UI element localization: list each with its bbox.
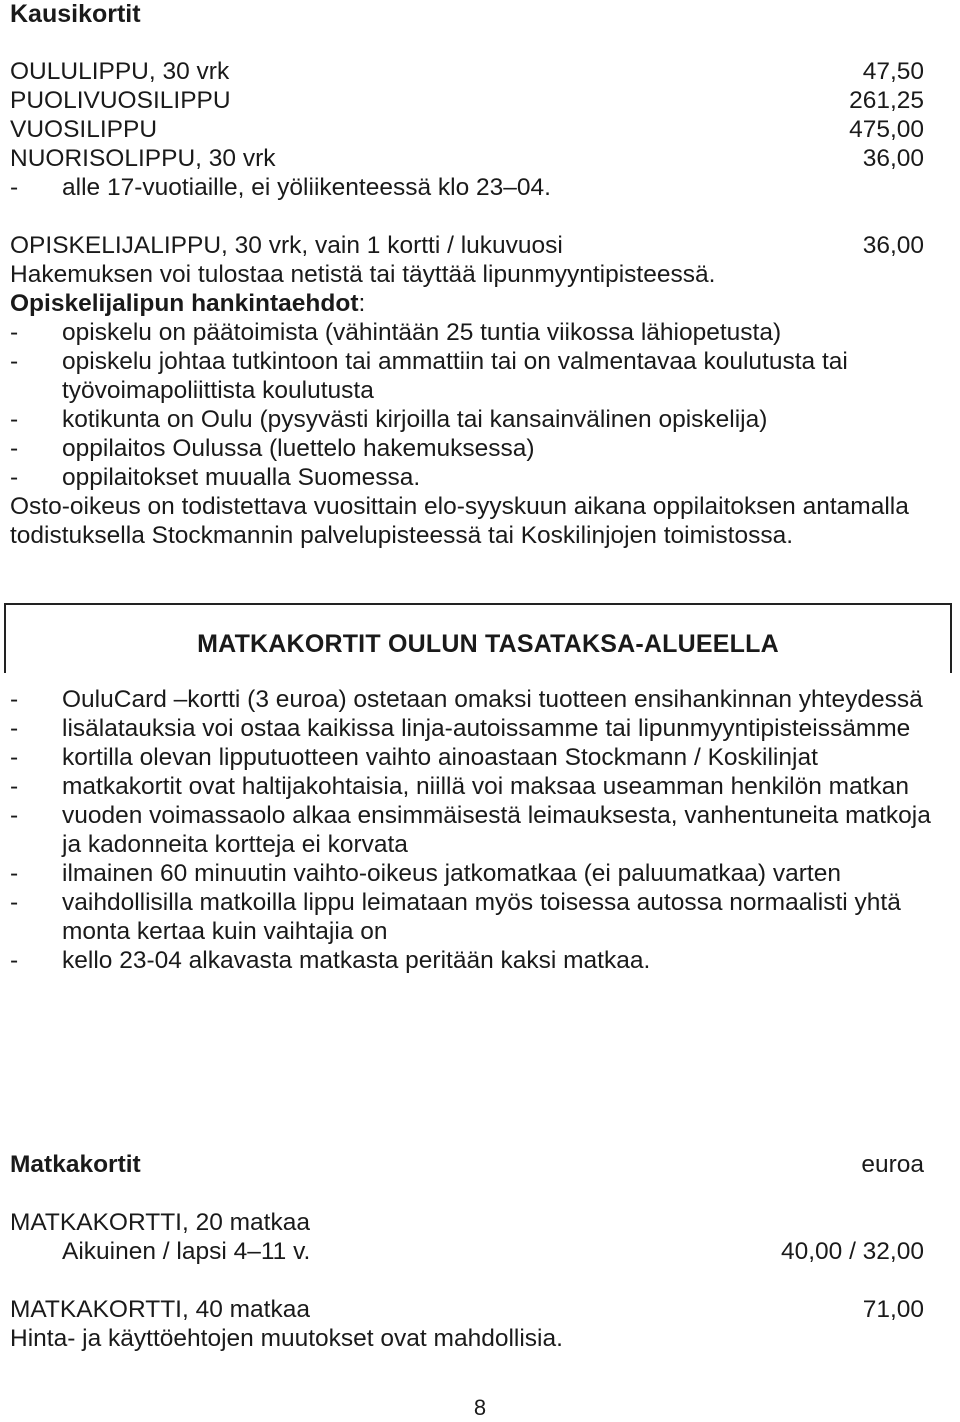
ticket-price: 40,00 / 32,00 (780, 1238, 924, 1265)
list-item: - opiskelu on päätoimista (vähintään 25 tuntia viikossa lähiopetusta) (10, 319, 782, 346)
section-title: Matkakortit (10, 1151, 141, 1178)
student-ticket (10, 231, 940, 550)
ticket-price: 36,00 (862, 232, 924, 259)
list-item: - kello 23-04 alkavasta matkasta peritään kaksi matkaa. (10, 947, 651, 974)
ticket-price: 36,00 (862, 145, 924, 172)
list-item: - ilmainen 60 minuutin vaihto-oikeus jatkomatkaa (ei paluumatkaa) varten (10, 860, 841, 887)
ticket-price-list (10, 57, 940, 202)
list-item: - kotikunta on Oulu (pysyvästi kirjoilla tai kansainvälinen opiskelija) (10, 406, 768, 433)
ticket-name: NUORISOLIPPU, 30 vrk (10, 145, 276, 172)
page-number: 8 (473, 1395, 487, 1420)
purchase-right-note: Osto-oikeus on todistettava vuosittain elo-syyskuun aikana oppilaitoksen antamalla todistuksella Stockmannin palvelupisteessä tai Koskilinjojen toimistossa. (10, 493, 909, 549)
ticket-name: MATKAKORTTI, 40 matkaa (10, 1296, 310, 1323)
unit-label: euroa (861, 1151, 924, 1178)
list-item: - matkakortit ovat haltijakohtaisia, niillä voi maksaa useamman henkilön matkan (10, 773, 910, 800)
section-title: MATKAKORTIT OULUN TASATAKSA-ALUEELLA (197, 630, 779, 658)
list-item: - vuoden voimassaolo alkaa ensimmäisestä leimauksesta, vanhentuneita matkoja ja kadonneita kortteja ei korvata (10, 802, 931, 858)
ticket-row (10, 1237, 940, 1266)
ticket-row (10, 1295, 940, 1324)
ticket-price: 47,50 (862, 58, 924, 85)
ticket-price: 261,25 (849, 87, 924, 114)
ticket-name: VUOSILIPPU (10, 116, 158, 143)
list-item: - lisälatauksia voi ostaa kaikissa linja-autoissamme tai lipunmyyntipisteissämme (10, 715, 911, 742)
ticket-sub: Aikuinen / lapsi 4–11 v. (62, 1238, 311, 1265)
ticket-price: 475,00 (849, 116, 924, 143)
ticket-name: OPISKELIJALIPPU, 30 vrk, vain 1 kortti / lukuvuosi (10, 232, 563, 259)
ticket-row (10, 86, 940, 115)
ticket-price: 71,00 (862, 1296, 924, 1323)
footer-note: Hinta- ja käyttöehtojen muutokset ovat mahdollisia. (10, 1325, 563, 1352)
list-item: - opiskelu johtaa tutkintoon tai ammattiin tai on valmentavaa koulutusta tai työvoimapoliittista koulutusta (10, 348, 848, 404)
ticket-row (10, 57, 940, 86)
list-item: - kortilla olevan lipputuotteen vaihto ainoastaan Stockmann / Koskilinjat (10, 744, 818, 771)
conditions-heading: Opiskelijalipun hankintaehdot: (10, 290, 366, 317)
ticket-row (10, 115, 940, 144)
list-item: - OuluCard –kortti (3 euroa) ostetaan omaksi tuotteen ensihankinnan yhteydessä (10, 686, 923, 713)
ticket-row (10, 144, 940, 173)
section-season-tickets (10, 0, 940, 29)
application-note: Hakemuksen voi tulostaa netistä tai täyttää lipunmyyntipisteessä. (10, 261, 716, 288)
section-heading-box (4, 603, 952, 673)
ticket-name: PUOLIVUOSILIPPU (10, 87, 231, 114)
ticket-name: OULULIPPU, 30 vrk (10, 58, 230, 85)
section-title: Kausikortit (10, 0, 141, 28)
youth-note: - alle 17-vuotiaille, ei yöliikenteessä klo 23–04. (10, 174, 551, 201)
list-item: - oppilaitokset muualla Suomessa. (10, 464, 421, 491)
list-item: - oppilaitos Oulussa (luettelo hakemuksessa) (10, 435, 535, 462)
list-item: - vaihdollisilla matkoilla lippu leimataan myös toisessa autossa normaalisti yhtä monta kertaa kuin vaihtajia on (10, 889, 901, 945)
ticket-row (10, 231, 940, 260)
travel-cards-prices (10, 1150, 940, 1179)
ticket-name: MATKAKORTTI, 20 matkaa (10, 1209, 310, 1236)
